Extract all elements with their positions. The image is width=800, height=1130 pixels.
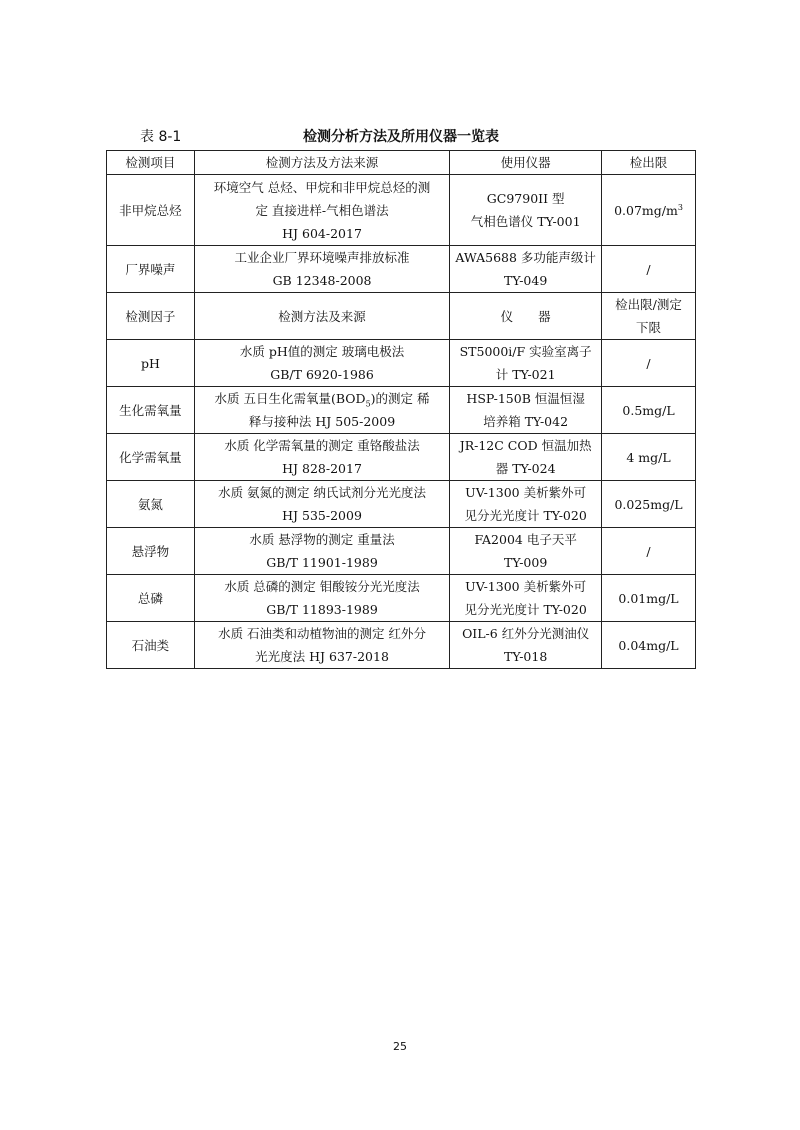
method-cell [194,246,449,293]
method-line: GB/T 11893-1989 [266,602,378,617]
table-row [107,434,696,481]
table-row [107,528,696,575]
limit-cell: / [602,528,696,575]
detection-methods-table [106,150,696,669]
instrument-line: HSP-150B 恒温恒湿 [466,391,585,406]
method-line: 定 直接进样-气相色谱法 [255,202,389,218]
header-cell: 使用仪器 [450,151,602,175]
table-row [107,387,696,434]
limit-cell: / [602,340,696,387]
header-cell [602,293,696,340]
instrument-cell [450,622,602,669]
instrument-line: ST5000i/F 实验室离子 [459,344,592,359]
item-cell: 化学需氧量 [107,434,195,481]
method-line: 水质 氨氮的测定 纳氏试剂分光光度法 [218,485,427,500]
instrument-cell [450,575,602,622]
table-row [107,575,696,622]
instrument-line: UV-1300 美析紫外可 [465,485,587,500]
method-line: 水质 pH值的测定 玻璃电极法 [239,344,405,359]
limit-cell: / [602,246,696,293]
item-cell: 厂界噪声 [107,246,195,293]
header-cell: 检测项目 [107,151,195,175]
limit-cell [602,175,696,246]
method-cell [194,622,449,669]
method-text: )的测定 稀 [370,391,430,406]
instrument-cell [450,481,602,528]
method-cell [194,575,449,622]
instrument-cell [450,246,602,293]
limit-cell: 0.04mg/L [602,622,696,669]
item-cell: pH [107,340,195,387]
table-caption [106,126,696,148]
method-line: 环境空气 总烃、甲烷和非甲烷总烃的测 [213,179,431,195]
limit-cell: 0.025mg/L [602,481,696,528]
item-cell: 非甲烷总烃 [107,175,195,246]
instrument-cell [450,434,602,481]
item-cell: 生化需氧量 [107,387,195,434]
method-line: 工业企业厂界环境噪声排放标准 [234,250,410,265]
instrument-line: 计 TY-021 [495,367,556,382]
header-cell: 仪 器 [450,293,602,340]
header-cell: 检测因子 [107,293,195,340]
instrument-line: TY-049 [503,273,548,288]
method-line: GB/T 11901-1989 [266,555,378,570]
instrument-line: 器 TY-024 [495,461,556,476]
method-line: 释与接种法 HJ 505-2009 [248,414,396,429]
limit-cell: 0.5mg/L [602,387,696,434]
instrument-line: JR-12C COD 恒温加热 [459,438,592,453]
instrument-line: TY-009 [503,555,548,570]
instrument-cell [450,528,602,575]
table-row [107,246,696,293]
method-line: GB 12348-2008 [272,273,372,288]
instrument-line: 见分光光度计 TY-020 [464,508,587,523]
method-text: 水质 五日生化需氧量(BOD [214,391,366,406]
method-cell [194,387,449,434]
instrument-cell [450,340,602,387]
page-number: 25 [393,1040,407,1053]
instrument-line: TY-018 [503,649,548,664]
instrument-line: 气相色谱仪 TY-001 [470,214,581,229]
table-number: 表 8-1 [140,129,182,145]
limit-cell: 0.01mg/L [602,575,696,622]
header-line: 下限 [636,320,662,335]
table-title: 检测分析方法及所用仪器一览表 [303,129,499,145]
method-line: GB/T 6920-1986 [270,367,374,382]
instrument-line: GC9790II 型 [486,191,565,206]
method-line: 水质 化学需氧量的测定 重铬酸盐法 [224,438,420,453]
header-cell: 检测方法及来源 [194,293,449,340]
table-row [107,481,696,528]
method-line: HJ 604-2017 [282,225,362,241]
table-row [107,175,696,246]
table-row [107,622,696,669]
instrument-cell [450,175,602,246]
header-cell: 检测方法及方法来源 [194,151,449,175]
item-cell: 悬浮物 [107,528,195,575]
limit-cell: 4 mg/L [602,434,696,481]
method-line: 光光度法 HJ 637-2018 [255,649,389,664]
instrument-line: 培养箱 TY-042 [483,414,569,429]
method-cell [194,340,449,387]
header-row-2 [107,293,696,340]
instrument-line: FA2004 电子天平 [474,532,577,547]
method-cell [194,434,449,481]
method-line: HJ 535-2009 [282,508,362,523]
item-cell: 氨氮 [107,481,195,528]
limit-unit-superscript: 3 [677,202,683,212]
instrument-line: 见分光光度计 TY-020 [464,602,587,617]
item-cell: 石油类 [107,622,195,669]
method-line: 水质 总磷的测定 钼酸铵分光光度法 [224,579,420,594]
method-line: 水质 悬浮物的测定 重量法 [249,532,395,547]
instrument-line: AWA5688 多功能声级计 [455,250,596,265]
limit-value: 0.07mg/m [614,202,678,218]
header-row [107,151,696,175]
header-cell: 检出限 [602,151,696,175]
instrument-line: UV-1300 美析紫外可 [465,579,587,594]
method-line: HJ 828-2017 [282,461,362,476]
table-row [107,340,696,387]
instrument-cell [450,387,602,434]
bod-subscript: 5 [365,399,371,409]
instrument-line: OIL-6 红外分光测油仪 [462,626,590,641]
header-line: 检出限/测定 [615,297,682,312]
method-cell [194,481,449,528]
method-line: 水质 石油类和动植物油的测定 红外分 [218,626,427,641]
method-cell [194,175,449,246]
item-cell: 总磷 [107,575,195,622]
method-cell [194,528,449,575]
method-line [199,387,445,410]
